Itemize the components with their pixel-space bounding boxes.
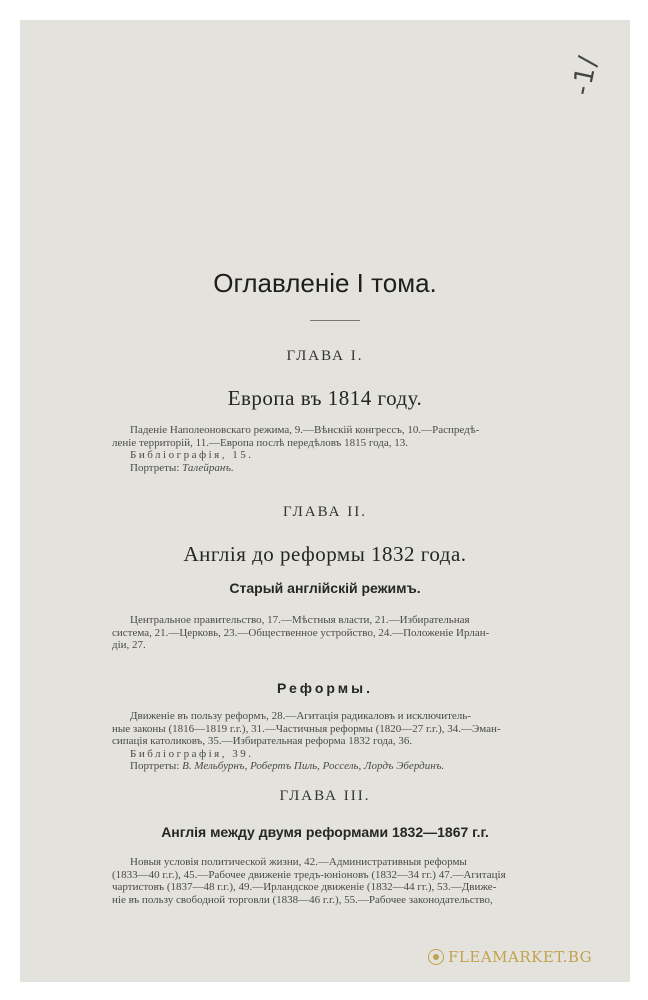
chapter-2-label: ГЛАВА II. <box>283 504 367 520</box>
section-old-regime-title: Старый англійскій режимъ. <box>229 580 421 596</box>
portraits-names: Талейранъ. <box>182 461 234 474</box>
watermark <box>428 948 592 966</box>
portraits-label: Портреты: <box>130 760 180 772</box>
reforms-line-1: Движеніе въ пользу реформъ, 28.—Агитація радикаловъ и исключитель- <box>130 710 471 722</box>
portraits-names: В. Мельбурнъ, Робертъ Пиль, Россель, Лордъ Эбердинъ. <box>182 760 445 772</box>
chapter-3-label: ГЛАВА III. <box>279 788 371 804</box>
old-regime-line-3: діи, 27. <box>112 639 146 651</box>
chapter-1-line-1: Паденіе Наполеоновскаго режима, 9.—Вѣнскій конгрессъ, 10.—Распредѣ- <box>130 424 480 436</box>
chapter-3-line-3: чартистовъ (1837—48 г.г.), 49.—Ирландское движеніе (1832—44 гг.), 53.—Движе- <box>112 881 497 893</box>
old-regime-line-2: система, 21.—Церковь, 23.—Общественное устройство, 24.—Положеніе Ирлан- <box>112 626 490 639</box>
chapter-3-line-1: Новыя условія политической жизни, 42.—Административныя реформы <box>130 856 467 868</box>
chapter-3-title: Англія между двумя реформами 1832—1867 г.г. <box>161 824 489 840</box>
reforms-portraits <box>112 760 582 773</box>
reforms-line-2: ные законы (1816—1819 г.г.), 31.—Частичныя реформы (1820—27 г.г.), 34.—Эман- <box>112 722 501 735</box>
book-page <box>20 20 630 982</box>
chapter-1-bibliography: Библіографія, 15. <box>130 449 254 461</box>
chapter-1-label: ГЛАВА I. <box>286 348 364 364</box>
handwritten-note: -1/ <box>566 51 605 99</box>
chapter-3-contents <box>112 856 582 906</box>
section-reforms-title: Реформы. <box>277 680 373 696</box>
old-regime-line-1: Центральное правительство, 17.—Мѣстныя власти, 21.—Избирательная <box>130 614 470 626</box>
chapter-1-portraits <box>112 462 567 475</box>
chapter-1-title: Европа въ 1814 году. <box>227 386 423 410</box>
chapter-3-line-4: ніе въ пользу свободной торговли (1838—46 г.г.), 55.—Рабочее законодательство, <box>112 893 493 906</box>
watermark-logo-icon <box>428 949 444 965</box>
chapter-1-contents <box>112 424 567 474</box>
reforms-bibliography: Библіографія, 39. <box>130 747 254 760</box>
watermark-text: FLEAMARKET.BG <box>448 948 593 966</box>
page-title: Оглавленіе I тома. <box>213 268 437 298</box>
title-divider <box>310 320 360 321</box>
section-old-regime-contents <box>112 614 582 652</box>
chapter-1-line-2: леніе территорій, 11.—Европа послѣ передѣловъ 1815 года, 13. <box>112 436 408 449</box>
chapter-3-line-2: (1833—40 г.г.), 45.—Рабочее движеніе тредъ-юніоновъ (1832—34 гг.) 47.—Агитація <box>112 868 506 881</box>
section-reforms-contents <box>112 710 582 773</box>
portraits-label: Портреты: <box>130 461 180 474</box>
reforms-line-3: сипація католиковъ, 35.—Избирательная реформа 1832 года, 36. <box>112 735 413 747</box>
chapter-2-title: Англія до реформы 1832 года. <box>183 542 467 566</box>
